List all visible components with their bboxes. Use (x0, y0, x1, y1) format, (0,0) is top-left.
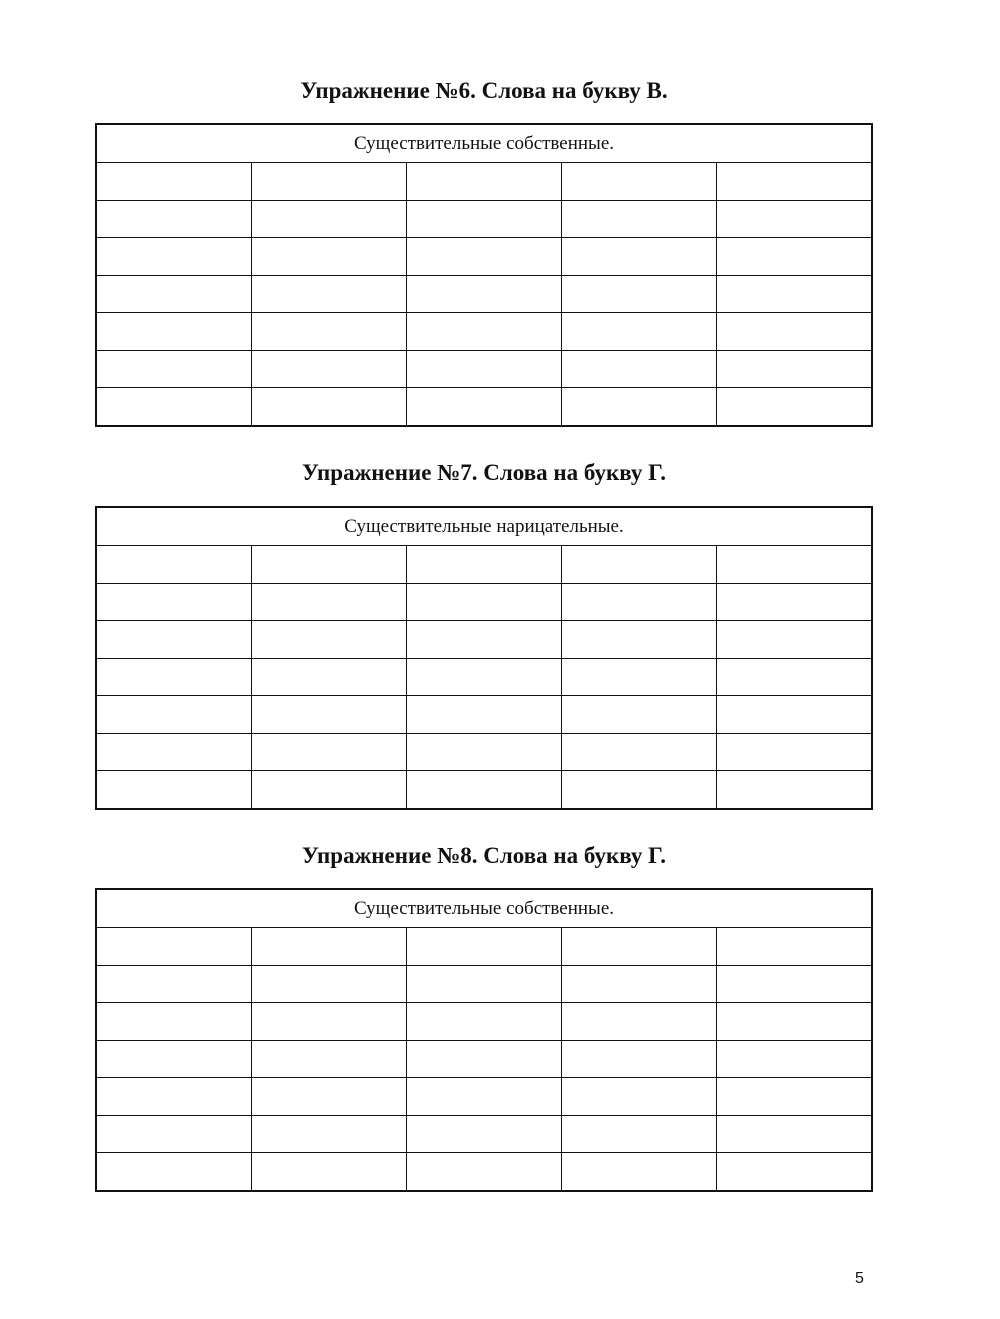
answer-cell[interactable] (717, 1115, 872, 1153)
answer-cell[interactable] (717, 928, 872, 966)
answer-cell[interactable] (717, 1153, 872, 1191)
answer-cell[interactable] (251, 658, 406, 696)
answer-cell[interactable] (251, 583, 406, 621)
answer-cell[interactable] (96, 1078, 251, 1116)
worksheet-table (95, 506, 873, 810)
answer-cell[interactable] (406, 388, 561, 426)
answer-cell[interactable] (406, 163, 561, 201)
table-row (96, 546, 872, 584)
answer-cell[interactable] (96, 1003, 251, 1041)
answer-cell[interactable] (96, 696, 251, 734)
answer-cell[interactable] (562, 313, 717, 351)
answer-cell[interactable] (717, 771, 872, 809)
table-row (96, 1003, 872, 1041)
answer-cell[interactable] (717, 388, 872, 426)
table-row (96, 1115, 872, 1153)
answer-cell[interactable] (562, 1153, 717, 1191)
table-row (96, 1040, 872, 1078)
answer-cell[interactable] (406, 696, 561, 734)
answer-cell[interactable] (406, 238, 561, 276)
table-header-row (96, 889, 872, 928)
answer-cell[interactable] (96, 275, 251, 313)
answer-cell[interactable] (562, 200, 717, 238)
answer-cell[interactable] (562, 350, 717, 388)
answer-cell[interactable] (562, 275, 717, 313)
answer-cell[interactable] (96, 771, 251, 809)
answer-cell[interactable] (251, 1040, 406, 1078)
answer-cell[interactable] (562, 696, 717, 734)
answer-cell[interactable] (406, 965, 561, 1003)
answer-cell[interactable] (406, 1003, 561, 1041)
answer-cell[interactable] (251, 350, 406, 388)
table-row (96, 928, 872, 966)
exercise-title: Упражнение №6. Слова на букву В. (300, 78, 668, 103)
table-row (96, 1153, 872, 1191)
table-row (96, 965, 872, 1003)
answer-cell[interactable] (562, 583, 717, 621)
answer-cell[interactable] (562, 238, 717, 276)
answer-cell[interactable] (251, 388, 406, 426)
answer-cell[interactable] (96, 313, 251, 351)
table-row (96, 771, 872, 809)
answer-cell[interactable] (96, 583, 251, 621)
answer-cell[interactable] (251, 163, 406, 201)
answer-cell[interactable] (717, 546, 872, 584)
exercise-title: Упражнение №7. Слова на букву Г. (302, 460, 666, 485)
answer-cell[interactable] (406, 583, 561, 621)
answer-cell[interactable] (96, 350, 251, 388)
answer-cell[interactable] (406, 928, 561, 966)
worksheet-table (95, 888, 873, 1192)
answer-cell[interactable] (406, 658, 561, 696)
table-header: Существительные собственные. (96, 889, 872, 928)
answer-cell[interactable] (251, 733, 406, 771)
answer-cell[interactable] (96, 1040, 251, 1078)
worksheet-table (95, 123, 873, 427)
answer-cell[interactable] (406, 1040, 561, 1078)
answer-cell[interactable] (406, 275, 561, 313)
answer-cell[interactable] (251, 1153, 406, 1191)
answer-cell[interactable] (562, 163, 717, 201)
answer-cell[interactable] (717, 1040, 872, 1078)
answer-cell[interactable] (251, 696, 406, 734)
answer-cell[interactable] (717, 658, 872, 696)
table-row (96, 388, 872, 426)
answer-cell[interactable] (717, 350, 872, 388)
answer-cell[interactable] (96, 965, 251, 1003)
answer-cell[interactable] (562, 733, 717, 771)
answer-cell[interactable] (251, 928, 406, 966)
answer-cell[interactable] (717, 696, 872, 734)
answer-cell[interactable] (96, 546, 251, 584)
exercise-title: Упражнение №8. Слова на букву Г. (302, 843, 666, 868)
table-header: Существительные нарицательные. (96, 507, 872, 546)
answer-cell[interactable] (96, 238, 251, 276)
answer-cell[interactable] (251, 1003, 406, 1041)
answer-cell[interactable] (406, 546, 561, 584)
answer-cell[interactable] (562, 388, 717, 426)
table-row (96, 275, 872, 313)
answer-cell[interactable] (251, 313, 406, 351)
answer-cell[interactable] (717, 313, 872, 351)
answer-cell[interactable] (251, 200, 406, 238)
answer-cell[interactable] (562, 965, 717, 1003)
answer-cell[interactable] (717, 1003, 872, 1041)
answer-cell[interactable] (251, 546, 406, 584)
table-row (96, 583, 872, 621)
answer-cell[interactable] (406, 771, 561, 809)
answer-cell[interactable] (251, 1115, 406, 1153)
answer-cell[interactable] (96, 1115, 251, 1153)
table-row (96, 238, 872, 276)
answer-cell[interactable] (96, 163, 251, 201)
answer-cell[interactable] (717, 583, 872, 621)
answer-cell[interactable] (251, 275, 406, 313)
answer-cell[interactable] (96, 388, 251, 426)
answer-cell[interactable] (96, 1153, 251, 1191)
answer-cell[interactable] (406, 621, 561, 659)
answer-cell[interactable] (96, 658, 251, 696)
table-row (96, 1078, 872, 1116)
answer-cell[interactable] (717, 275, 872, 313)
table-header-row (96, 507, 872, 546)
answer-cell[interactable] (406, 350, 561, 388)
answer-cell[interactable] (251, 238, 406, 276)
answer-cell[interactable] (717, 1078, 872, 1116)
table-row (96, 200, 872, 238)
answer-cell[interactable] (717, 965, 872, 1003)
answer-cell[interactable] (251, 771, 406, 809)
answer-cell[interactable] (96, 200, 251, 238)
answer-cell[interactable] (562, 546, 717, 584)
table-row (96, 696, 872, 734)
table-row (96, 733, 872, 771)
answer-cell[interactable] (96, 928, 251, 966)
answer-cell[interactable] (96, 621, 251, 659)
answer-cell[interactable] (406, 1153, 561, 1191)
table-row (96, 350, 872, 388)
answer-cell[interactable] (251, 1078, 406, 1116)
answer-cell[interactable] (562, 1040, 717, 1078)
table-header: Существительные собственные. (96, 124, 872, 163)
page-number: 5 (855, 1270, 864, 1287)
answer-cell[interactable] (717, 733, 872, 771)
table-header-row (96, 124, 872, 163)
answer-cell[interactable] (562, 928, 717, 966)
answer-cell[interactable] (562, 658, 717, 696)
answer-cell[interactable] (717, 163, 872, 201)
answer-cell[interactable] (251, 621, 406, 659)
answer-cell[interactable] (406, 733, 561, 771)
answer-cell[interactable] (406, 1078, 561, 1116)
table-row (96, 163, 872, 201)
answer-cell[interactable] (717, 200, 872, 238)
answer-cell[interactable] (406, 1115, 561, 1153)
table-row (96, 621, 872, 659)
answer-cell[interactable] (406, 313, 561, 351)
answer-cell[interactable] (96, 733, 251, 771)
answer-cell[interactable] (406, 200, 561, 238)
answer-cell[interactable] (562, 1078, 717, 1116)
answer-cell[interactable] (717, 621, 872, 659)
answer-cell[interactable] (251, 965, 406, 1003)
table-row (96, 313, 872, 351)
answer-cell[interactable] (562, 621, 717, 659)
answer-cell[interactable] (562, 1003, 717, 1041)
answer-cell[interactable] (562, 1115, 717, 1153)
table-row (96, 658, 872, 696)
answer-cell[interactable] (717, 238, 872, 276)
answer-cell[interactable] (562, 771, 717, 809)
